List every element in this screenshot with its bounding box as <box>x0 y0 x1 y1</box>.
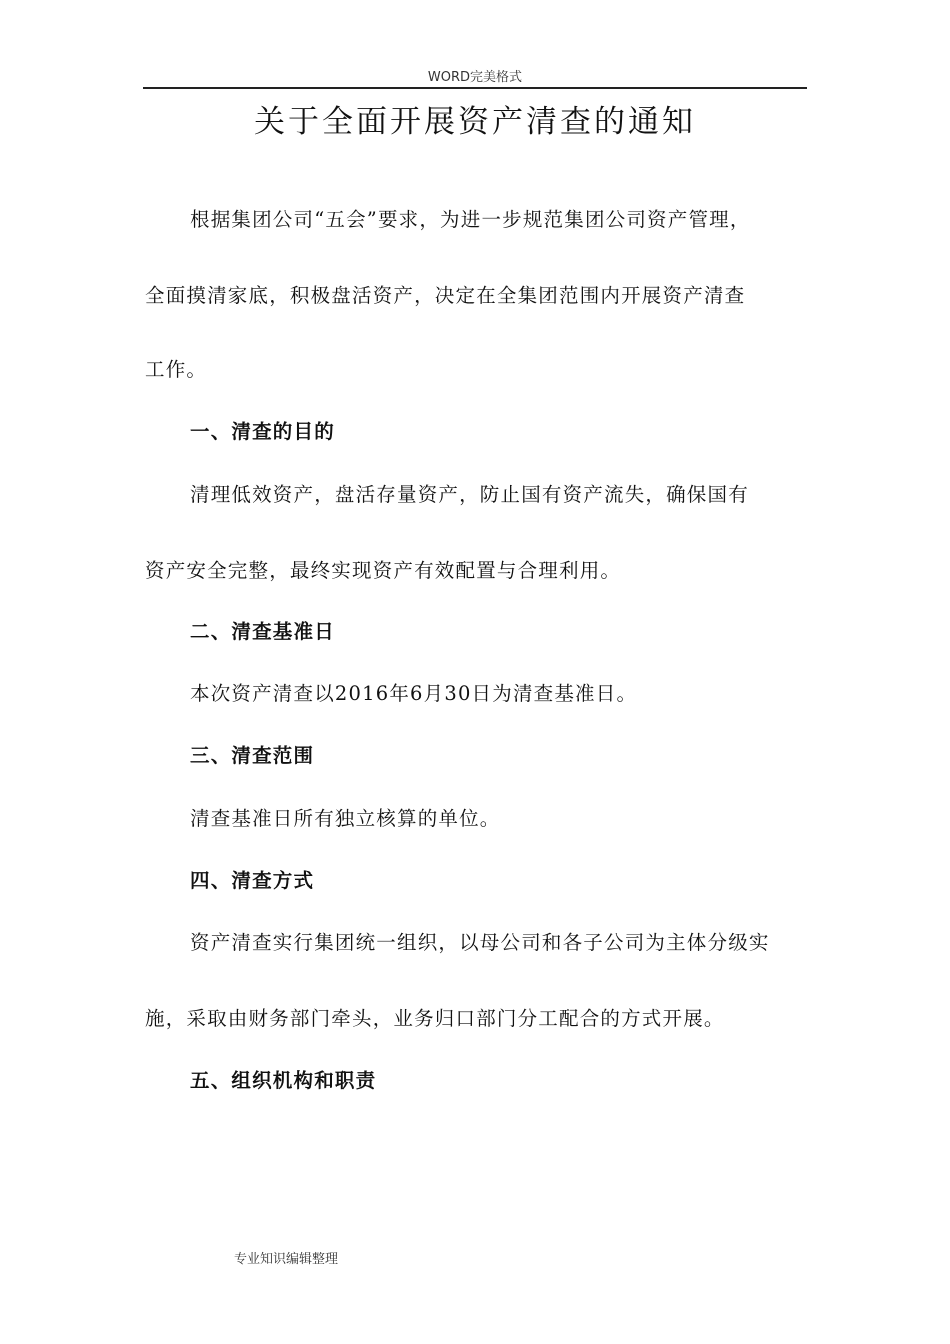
section-heading-scope: 三、清查范围 <box>190 744 315 767</box>
section-heading-purpose: 一、清查的目的 <box>190 420 335 443</box>
intro-line-2: 全面摸清家底，积极盘活资产，决定在全集团范围内开展资产清查 <box>145 284 746 307</box>
section-method-line-1: 资产清查实行集团统一组织，以母公司和各子公司为主体分级实 <box>190 931 770 954</box>
section-scope-line-1: 清查基准日所有独立核算的单位。 <box>190 807 501 830</box>
section-method-line-2: 施，采取由财务部门牵头，业务归口部门分工配合的方式开展。 <box>145 1007 725 1030</box>
intro-line-1: 根据集团公司“五会”要求，为进一步规范集团公司资产管理， <box>190 208 751 231</box>
page-footer: 专业知识编辑整理 <box>234 1252 339 1267</box>
section-heading-organization: 五、组织机构和职责 <box>190 1069 377 1092</box>
header-divider <box>143 87 807 89</box>
section-purpose-line-1: 清理低效资产，盘活存量资产，防止国有资产流失，确保国有 <box>190 483 749 506</box>
page-header: WORD完美格式 <box>427 70 523 85</box>
section-heading-method: 四、清查方式 <box>190 869 315 892</box>
section-purpose-line-2: 资产安全完整，最终实现资产有效配置与合理利用。 <box>145 559 622 582</box>
document-title: 关于全面开展资产清查的通知 <box>254 104 696 140</box>
section-heading-base-date: 二、清查基准日 <box>190 620 335 643</box>
section-base-date-line-1: 本次资产清查以2016年6月30日为清查基准日。 <box>190 682 638 705</box>
intro-line-3: 工作。 <box>145 358 208 381</box>
